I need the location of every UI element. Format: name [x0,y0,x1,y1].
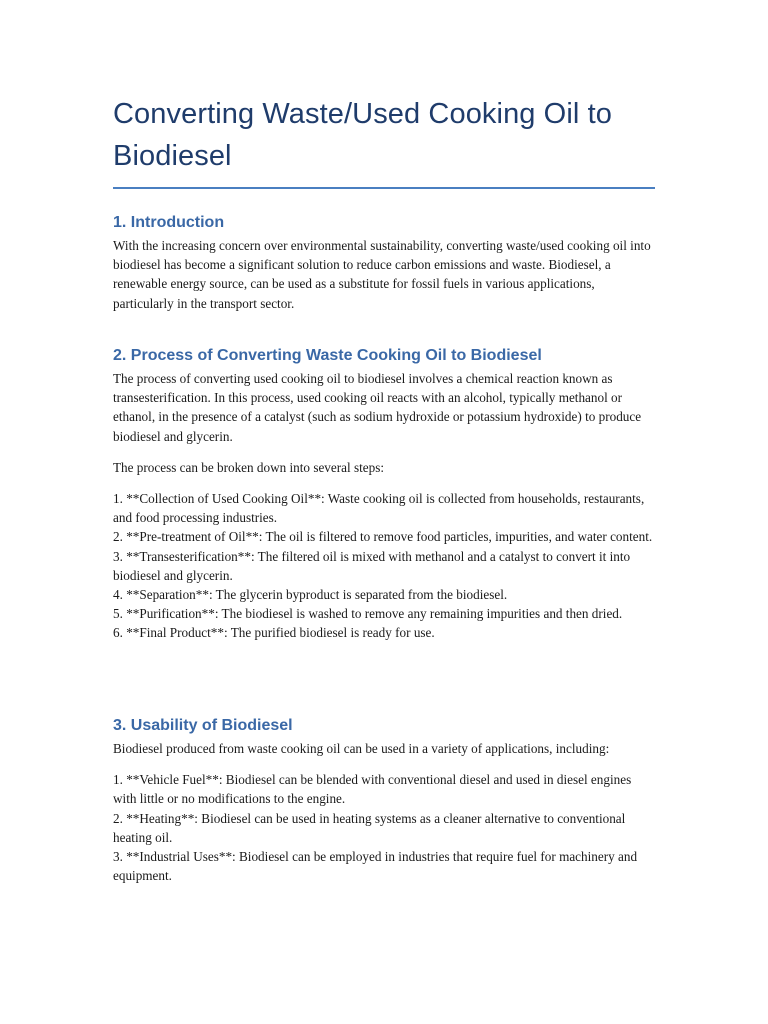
document-title: Converting Waste/Used Cooking Oil to Biodiesel [113,98,612,172]
section-paragraph: With the increasing concern over environmental sustainability, converting waste/used cooking oil into biodiesel has become a significant solution to reduce carbon emissions and waste. Biodiesel, a renewable energy source, can be used as a substitute for fossil fuels in various applications, particularly in the transport sector. [113,238,651,311]
section-heading: 1. Introduction [113,214,225,231]
list-item: 3. **Transesterification**: The filtered oil is mixed with methanol and a catalyst to convert it into biodiesel and glycerin. [113,548,631,583]
list-item: 1. **Collection of Used Cooking Oil**: Waste cooking oil is collected from households, restaurants, and food processing industries. [113,491,645,526]
list-item: 2. **Heating**: Biodiesel can be used in heating systems as a cleaner alternative to conventional heating oil. [113,810,626,845]
list-item: 1. **Vehicle Fuel**: Biodiesel can be blended with conventional diesel and used in diesel engines with little or no modifications to the engine. [113,772,632,807]
section-paragraph: The process of converting used cooking oil to biodiesel involves a chemical reaction known as transesterification. In this process, used cooking oil reacts with an alcohol, typically methanol or ethanol, in the presence of a catalyst (such as sodium hydroxide or potassium hydroxide) to produce biodiesel and glycerin. [113,371,642,444]
list-item: 6. **Final Product**: The purified biodiesel is ready for use. [113,625,435,641]
section-heading: 3. Usability of Biodiesel [113,717,293,734]
section-introduction [113,212,656,313]
title-divider [113,187,655,189]
list-item: 2. **Pre-treatment of Oil**: The oil is filtered to remove food particles, impurities, and water content. [113,529,653,545]
document-page [113,93,656,884]
section-process [113,345,656,643]
steps-intro: The process can be broken down into several steps: [113,459,384,475]
section-paragraph: Biodiesel produced from waste cooking oil can be used in a variety of applications, including: [113,741,610,756]
section-usability [113,715,656,885]
list-item: 5. **Purification**: The biodiesel is washed to remove any remaining impurities and then dried. [113,606,623,622]
section-heading: 2. Process of Converting Waste Cooking Oil to Biodiesel [113,347,542,364]
list-item: 4. **Separation**: The glycerin byproduct is separated from the biodiesel. [113,587,508,603]
uses-list [113,770,656,885]
steps-list [113,489,656,643]
list-item: 3. **Industrial Uses**: Biodiesel can be employed in industries that require fuel for machinery and equipment. [113,849,638,884]
